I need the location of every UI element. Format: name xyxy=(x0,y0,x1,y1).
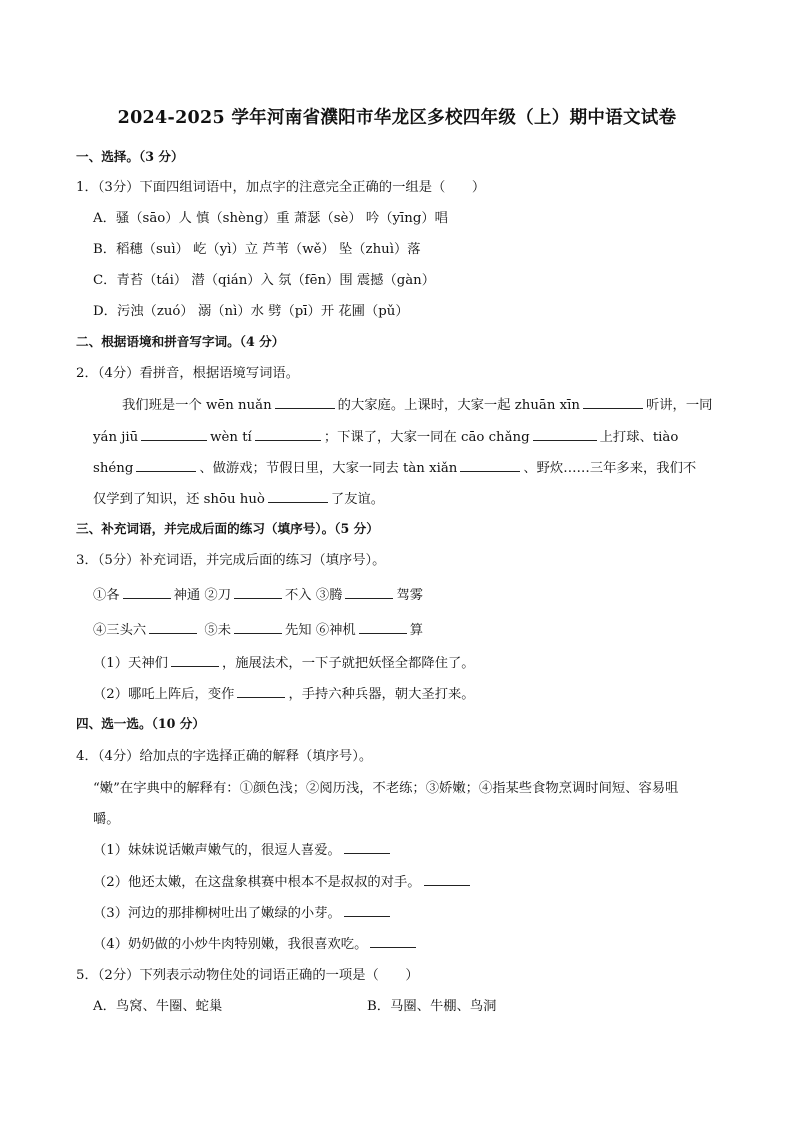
q2-text: yán jiū xyxy=(93,430,139,445)
answer-blank[interactable] xyxy=(136,457,196,472)
q2-text: 仅学到了知识，还 shōu huò xyxy=(93,492,265,507)
q1-option-a: A．骚（sāo）人 慎（shèng）重 萧瑟（sè） 吟（yīng）唱 xyxy=(93,211,448,226)
q2-text: 、做游戏；节假日里，大家一同去 tàn xiǎn xyxy=(199,461,458,476)
section-1-heading: 一、选择。（3 分） xyxy=(76,149,184,164)
q4-item-4 xyxy=(93,933,419,952)
item-text: （1）妹妹说话嫩声嫩气的，很逗人喜爱。 xyxy=(93,843,341,858)
section-4-heading: 四、选一选。（10 分） xyxy=(76,716,205,731)
answer-blank[interactable] xyxy=(171,652,219,667)
word-prefix: ④三头六 xyxy=(93,623,147,638)
answer-blank[interactable] xyxy=(123,584,171,599)
q2-passage-line-1 xyxy=(122,394,712,413)
question-1: 1．（3分）下面四组词语中，加点字的注意完全正确的一组是（ ） xyxy=(76,180,486,195)
q3-words-row-1 xyxy=(93,584,423,603)
section-3-heading: 三、补充词语，并完成后面的练习（填序号）。（5 分） xyxy=(76,521,379,536)
answer-blank[interactable] xyxy=(583,394,643,409)
word-suffix: 神通 xyxy=(173,588,201,603)
word-suffix: 驾雾 xyxy=(396,588,424,603)
answer-blank[interactable] xyxy=(149,619,197,634)
question-5: 5．（2分）下列表示动物住处的词语正确的一项是（ ） xyxy=(76,968,419,983)
q1-option-b: B．稻穗（suì） 屹（yì）立 芦苇（wě） 坠（zhuì）落 xyxy=(93,242,421,257)
q2-passage-line-3 xyxy=(93,457,696,476)
q2-text: 的大家庭。上课时，大家一起 zhuān xīn xyxy=(337,398,580,413)
q2-passage-line-2 xyxy=(93,426,678,445)
q2-text: 听讲，一同 xyxy=(645,398,713,413)
answer-blank[interactable] xyxy=(345,584,393,599)
answer-blank[interactable] xyxy=(268,488,328,503)
q4-item-3 xyxy=(93,902,393,921)
answer-blank[interactable] xyxy=(533,426,597,441)
word-prefix: ⑤未 xyxy=(204,623,232,638)
q2-passage-line-4 xyxy=(93,488,384,507)
answer-blank[interactable] xyxy=(275,394,335,409)
word-prefix: ②刀 xyxy=(204,588,232,603)
q4-definitions-line-1: “嫩”在字典中的解释有：①颜色浅；②阅历浅，不老练；③娇嫩；④指某些食物烹调时间短、容易咀 xyxy=(93,781,679,796)
answer-blank[interactable] xyxy=(237,683,285,698)
word-prefix: ⑥神机 xyxy=(315,623,356,638)
answer-blank[interactable] xyxy=(370,933,416,948)
answer-blank[interactable] xyxy=(234,584,282,599)
q4-item-1 xyxy=(93,839,393,858)
item-text: （2）他还太嫩，在这盘象棋赛中根本不是叔叔的对手。 xyxy=(93,875,421,890)
practice-text: ，施展法术，一下子就把妖怪全都降住了。 xyxy=(221,656,475,671)
q3-practice-1 xyxy=(93,652,475,671)
word-prefix: ③腾 xyxy=(315,588,343,603)
q3-words-row-2 xyxy=(93,619,423,638)
item-text: （4）奶奶做的小炒牛肉特别嫩，我很喜欢吃。 xyxy=(93,937,368,952)
word-suffix: 算 xyxy=(409,623,424,638)
practice-text: （2）哪吒上阵后，变作 xyxy=(93,687,235,702)
answer-blank[interactable] xyxy=(424,871,470,886)
answer-blank[interactable] xyxy=(141,426,207,441)
practice-text: （1）天神们 xyxy=(93,656,168,671)
q1-option-d: D．污浊（zuó） 溺（nì）水 劈（pī）开 花圃（pǔ） xyxy=(93,304,409,319)
answer-blank[interactable] xyxy=(344,839,390,854)
answer-blank[interactable] xyxy=(460,457,520,472)
q2-text: 上打球、tiào xyxy=(599,430,679,445)
q2-text: 了友谊。 xyxy=(330,492,385,507)
word-suffix: 不入 xyxy=(285,588,312,603)
q2-text: wèn tí xyxy=(210,430,252,445)
question-2: 2．（4分）看拼音，根据语境写词语。 xyxy=(76,366,300,381)
q4-definitions-line-2: 嚼。 xyxy=(93,812,120,827)
answer-blank[interactable] xyxy=(255,426,321,441)
word-suffix: 先知 xyxy=(285,623,312,638)
item-text: （3）河边的那排柳树吐出了嫩绿的小芽。 xyxy=(93,906,341,921)
q2-text: ；下课了，大家一同在 cāo chǎng xyxy=(323,430,530,445)
q5-option-a: A．鸟窝、牛圈、蛇巢 xyxy=(93,999,223,1014)
word-prefix: ①各 xyxy=(93,588,120,603)
q1-option-c: C．青苔（tái） 潜（qián）入 氛（fēn）围 震撼（gàn） xyxy=(93,273,436,288)
section-2-heading: 二、根据语境和拼音写字词。（4 分） xyxy=(76,334,285,349)
q5-option-b: B．马圈、牛棚、鸟洞 xyxy=(367,999,497,1014)
practice-text: ，手持六种兵器，朝大圣打来。 xyxy=(288,687,475,702)
question-4: 4．（4分）给加点的字选择正确的解释（填序号）。 xyxy=(76,749,373,764)
q4-item-2 xyxy=(93,871,473,890)
page-title: 2024-2025 学年河南省濮阳市华龙区多校四年级（上）期中语文试卷 xyxy=(117,108,677,128)
q3-practice-2 xyxy=(93,683,475,702)
answer-blank[interactable] xyxy=(359,619,407,634)
q2-text: 我们班是一个 wēn nuǎn xyxy=(122,398,272,413)
answer-blank[interactable] xyxy=(344,902,390,917)
question-3: 3．（5分）补充词语，并完成后面的练习（填序号）。 xyxy=(76,553,386,568)
q2-text: 、野炊……三年多来，我们不 xyxy=(523,461,697,476)
q2-text: shéng xyxy=(93,461,134,476)
answer-blank[interactable] xyxy=(234,619,282,634)
